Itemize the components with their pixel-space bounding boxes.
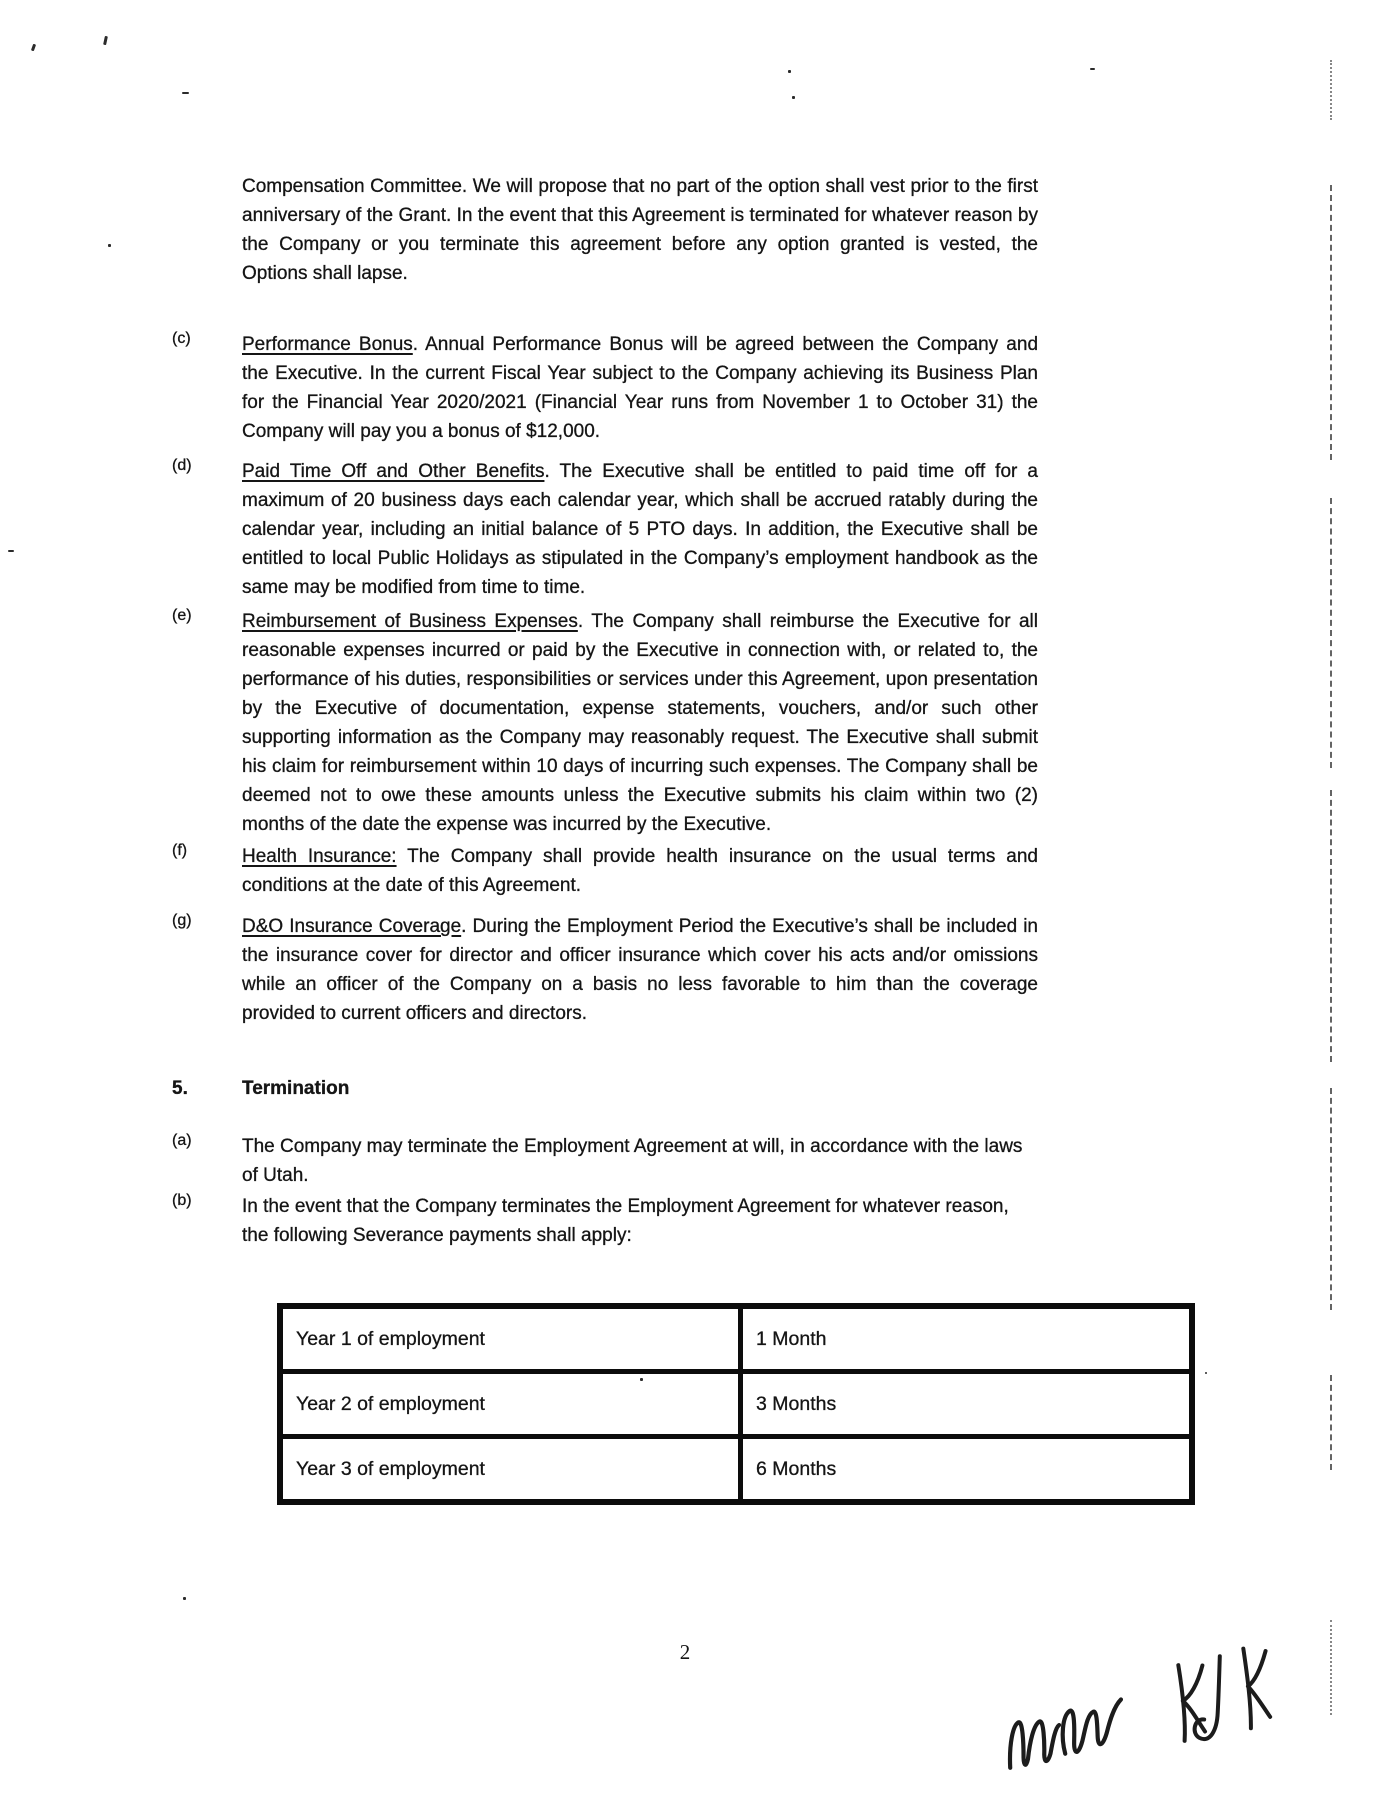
clause-body: . During the Employment Period the Executive’s shall be included in the insurance cover for director and officer insurance which cover his acts and/or omissions while an officer of the Company on a basis no less favorable to him than the coverage provided to current officers and directors.	[242, 916, 1039, 1024]
paragraph-continuation	[172, 172, 1038, 288]
clause-text: The Company may terminate the Employment Agreement at will, in accordance with the laws of Utah.	[242, 1136, 1023, 1186]
clause-body: The Company shall provide health insurance on the usual terms and conditions at the date of this Agreement.	[242, 846, 1038, 896]
clause-label: (c)	[172, 330, 191, 347]
clause-5a	[172, 1132, 1038, 1190]
scan-artifact-line	[1330, 1375, 1332, 1470]
table-row	[280, 1437, 1192, 1503]
severance-amount-cell: 3 Months	[741, 1372, 1192, 1437]
table-row	[280, 1306, 1192, 1372]
clause-body: . Annual Performance Bonus will be agreed between the Company and the Executive. In the current Fiscal Year subject to the Company achieving its Business Plan for the Financial Year 2020/2021 (Financial Year runs from November 1 to October 31) the Company will pay you a bonus of $12,000.	[242, 334, 1039, 442]
scan-artifact-line	[1330, 60, 1332, 120]
handwritten-initials-kjk	[1160, 1628, 1289, 1776]
section-number: 5.	[172, 1078, 188, 1099]
scan-speck	[182, 92, 189, 94]
scan-speck	[183, 1597, 186, 1600]
scan-speck	[31, 44, 36, 52]
clause-body: . The Executive shall be entitled to paid time off for a maximum of 20 business days each calendar year, which shall be accrued ratably during the calendar year, including an initial balance of 5 PTO days. In addition, the Executive shall be entitled to local Public Holidays as stipulated in the Company’s employment handbook as the same may be modified from time to time.	[242, 461, 1038, 598]
table-row	[280, 1372, 1192, 1437]
scan-speck	[1205, 1372, 1207, 1374]
scan-artifact-line	[1330, 1620, 1332, 1715]
paragraph-text: Compensation Committee. We will propose that no part of the option shall vest prior to the first anniversary of the Grant. In the event that this Agreement is terminated for whatever reason by the Company or you terminate this agreement before any option granted is vested, the Options shall lapse.	[242, 176, 1038, 284]
scan-artifact-line	[1330, 498, 1332, 768]
clause-heading: Health Insurance:	[242, 846, 397, 867]
clause-text	[242, 607, 1038, 839]
clause-e	[172, 607, 1038, 839]
clause-heading: Reimbursement of Business Expenses	[242, 611, 578, 632]
clause-label: (f)	[172, 842, 188, 859]
clause-body: . The Company shall reimburse the Executive for all reasonable expenses incurred or paid by the Executive in connection with, or related to, the performance of his duties, responsibilities or services under this Agreement, upon presentation by the Executive of documentation, expense statements, vouchers, and/or such other supporting information as the Company may reasonably request. The Executive shall submit his claim for reimbursement within 10 days of incurring such expenses. The Company shall be deemed not to owe these amounts unless the Executive submits his claim within two (2) months of the date the expense was incurred by the Executive.	[242, 611, 1038, 835]
scan-speck	[103, 36, 108, 45]
scan-speck	[792, 96, 795, 99]
clause-label: (g)	[172, 912, 192, 929]
clause-c	[172, 330, 1038, 446]
severance-period-cell: Year 3 of employment	[280, 1437, 741, 1503]
clause-text: In the event that the Company terminates the Employment Agreement for whatever reason, the following Severance payments shall apply:	[242, 1196, 1009, 1246]
severance-period-cell: Year 2 of employment	[280, 1372, 741, 1437]
severance-amount-cell: 1 Month	[741, 1306, 1192, 1372]
scan-speck	[108, 244, 111, 247]
severance-table	[277, 1303, 1195, 1505]
clause-heading: Performance Bonus	[242, 334, 413, 355]
clause-text	[242, 842, 1038, 900]
severance-amount-cell: 6 Months	[741, 1437, 1192, 1503]
severance-period-cell: Year 1 of employment	[280, 1306, 741, 1372]
handwritten-initials-mw	[988, 1663, 1143, 1796]
clause-f	[172, 842, 1038, 900]
scan-speck	[640, 1378, 643, 1381]
page-number: 2	[679, 1640, 691, 1664]
clause-text	[242, 457, 1038, 602]
scan-artifact-line	[1330, 790, 1332, 1062]
clause-label: (b)	[172, 1192, 192, 1209]
clause-text	[242, 330, 1038, 446]
clause-label: (d)	[172, 457, 192, 474]
section-title: Termination	[242, 1078, 350, 1099]
clause-label: (a)	[172, 1132, 192, 1149]
clause-d	[172, 457, 1038, 602]
clause-heading: D&O Insurance Coverage	[242, 916, 462, 937]
section-heading	[172, 1078, 1038, 1100]
clause-label: (e)	[172, 607, 192, 624]
clause-text	[242, 912, 1038, 1028]
scan-speck	[788, 70, 791, 73]
clause-5b	[172, 1192, 1038, 1250]
scan-speck	[8, 550, 14, 552]
scan-speck	[1090, 68, 1095, 70]
scan-artifact-line	[1330, 1088, 1332, 1310]
clause-heading: Paid Time Off and Other Benefits	[242, 461, 545, 482]
scan-artifact-line	[1330, 185, 1332, 460]
clause-g	[172, 912, 1038, 1028]
